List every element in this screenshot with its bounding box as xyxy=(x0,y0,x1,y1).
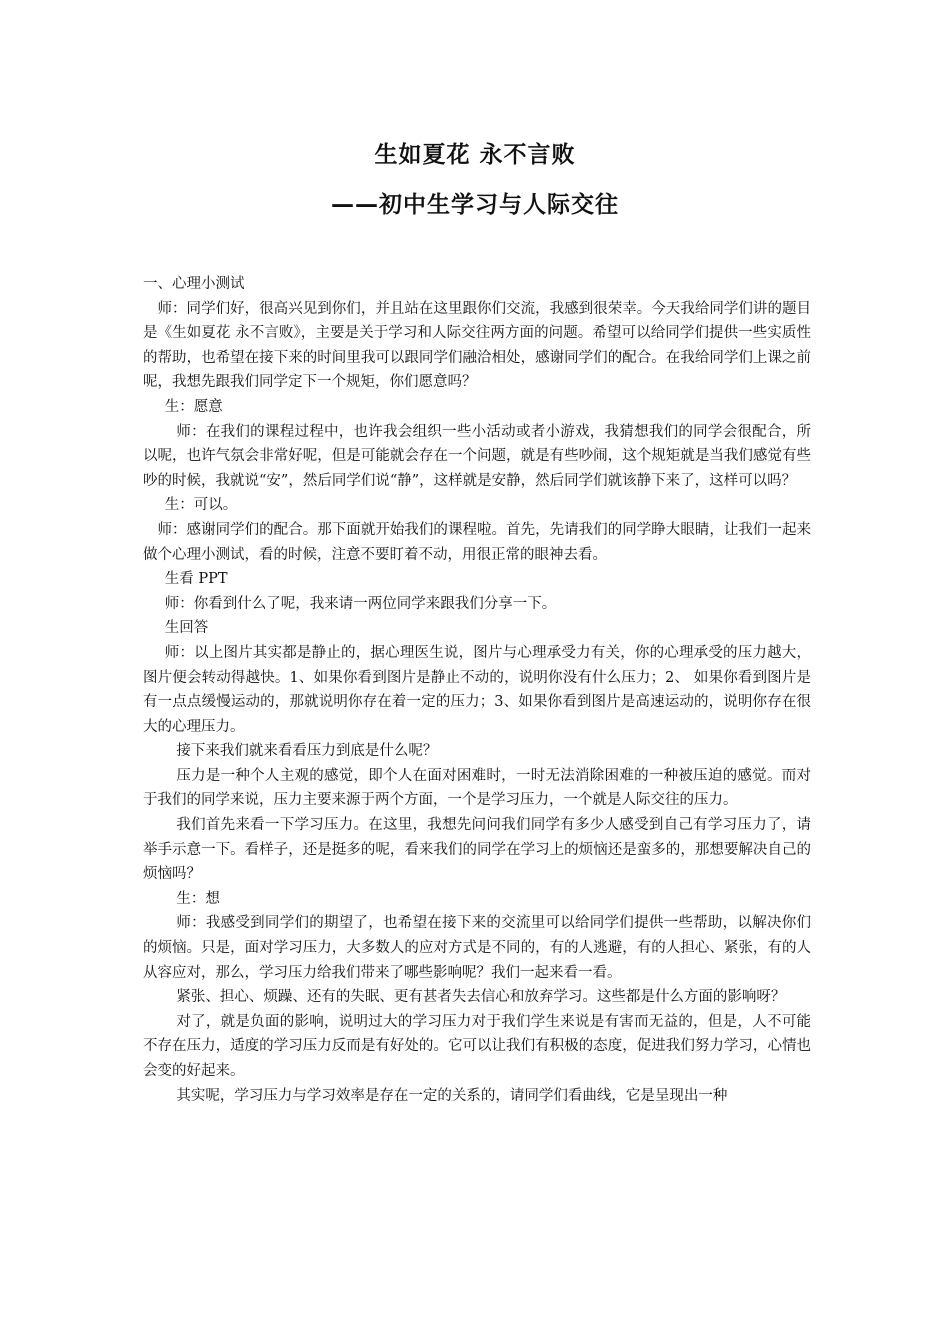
paragraph: 其实呢，学习压力与学习效率是存在一定的关系的，请同学们看曲线，它是呈现出一种 xyxy=(176,1087,728,1104)
paragraph: 我们首先来看一下学习压力。在这里，我想先问问我们同学有多少人感受到自己有学习压力了，请举手示意一下。看样子，还是挺多的呢，看来我们的同学在学习上的烦恼还是蛮多的，那想要解决自己的烦恼吗？ xyxy=(143,817,811,883)
paragraph: 生：可以。 xyxy=(164,497,238,514)
paragraph: 接下来我们就来看看压力到底是什么呢？ xyxy=(176,743,438,760)
paragraph: 生：愿意 xyxy=(164,398,223,415)
paragraph: 生：想 xyxy=(176,890,220,907)
paragraph: 生看 PPT xyxy=(164,571,228,588)
paragraph: 师：我感受到同学们的期望了，也希望在接下来的交流里可以给同学们提供一些帮助，以解决你们的烦恼。只是，面对学习压力，大多数人的应对方式是不同的，有的人逃避，有的人担心、紧张，有的人从容应对，那么，学习压力给我们带来了哪些影响呢？我们一起来看一看。 xyxy=(143,915,811,981)
paragraph: 压力是一种个人主观的感觉，即个人在面对困难时，一时无法消除困难的一种被压迫的感觉。而对于我们的同学来说，压力主要来源于两个方面，一个是学习压力，一个就是人际交往的压力。 xyxy=(143,767,811,809)
paragraph: 师：同学们好，很高兴见到你们，并且站在这里跟你们交流，我感到很荣幸。今天我给同学们讲的题目是《生如夏花 永不言败》，主要是关于学习和人际交往两方面的问题。希望可以给同学们提供一些实质性的帮助，也希望在接下来的时间里我可以跟同学们融洽相处，感谢同学们的配合。在我给同学们上课之前呢，我想先跟我们同学定下一个规矩，你们愿意吗？ xyxy=(143,300,811,391)
paragraph: 师：感谢同学们的配合。那下面就开始我们的课程啦。首先，先请我们的同学睁大眼睛，让我们一起来做个心理小测试，看的时候，注意不要盯着不动，用很正常的眼神去看。 xyxy=(143,521,811,563)
document-title: 生如夏花 永不言败 xyxy=(374,142,576,168)
section-heading: 一、心理小测试 xyxy=(143,276,245,292)
document-body xyxy=(143,272,811,1108)
document-subtitle: ——初中生学习与人际交往 xyxy=(331,192,619,218)
paragraph: 师：在我们的课程过程中，也许我会组织一些小活动或者小游戏，我猜想我们的同学会很配合，所以呢，也许气氛会非常好呢，但是可能就会存在一个问题，就是有些吵闹，这个规矩就是当我们感觉有些吵的时候，我就说“安”，然后同学们说“静”，这样就是安静，然后同学们就该静下来了，这样可以吗？ xyxy=(143,423,811,489)
paragraph: 紧张、担心、烦躁、还有的失眠、更有甚者失去信心和放弃学习。这些都是什么方面的影响呀？ xyxy=(176,989,786,1006)
paragraph: 生回答 xyxy=(164,620,209,637)
paragraph: 对了，就是负面的影响，说明过大的学习压力对于我们学生来说是有害而无益的，但是，人不可能不存在压力，适度的学习压力反而是有好处的。它可以让我们有积极的态度，促进我们努力学习，心情也会变的好起来。 xyxy=(143,1013,811,1079)
paragraph: 师：你看到什么了呢，我来请一两位同学来跟我们分享一下。 xyxy=(164,595,557,612)
paragraph: 师：以上图片其实都是静止的，据心理医生说，图片与心理承受力有关，你的心理承受的压力越大，图片便会转动得越快。1、如果你看到图片是静止不动的，说明你没有什么压力；2、 如果你看到图片是有一点点缓慢运动的，那就说明你存在着一定的压力；3、如果你看到图片是高速运动的，说明你存在很大的心理压力。 xyxy=(143,644,811,735)
